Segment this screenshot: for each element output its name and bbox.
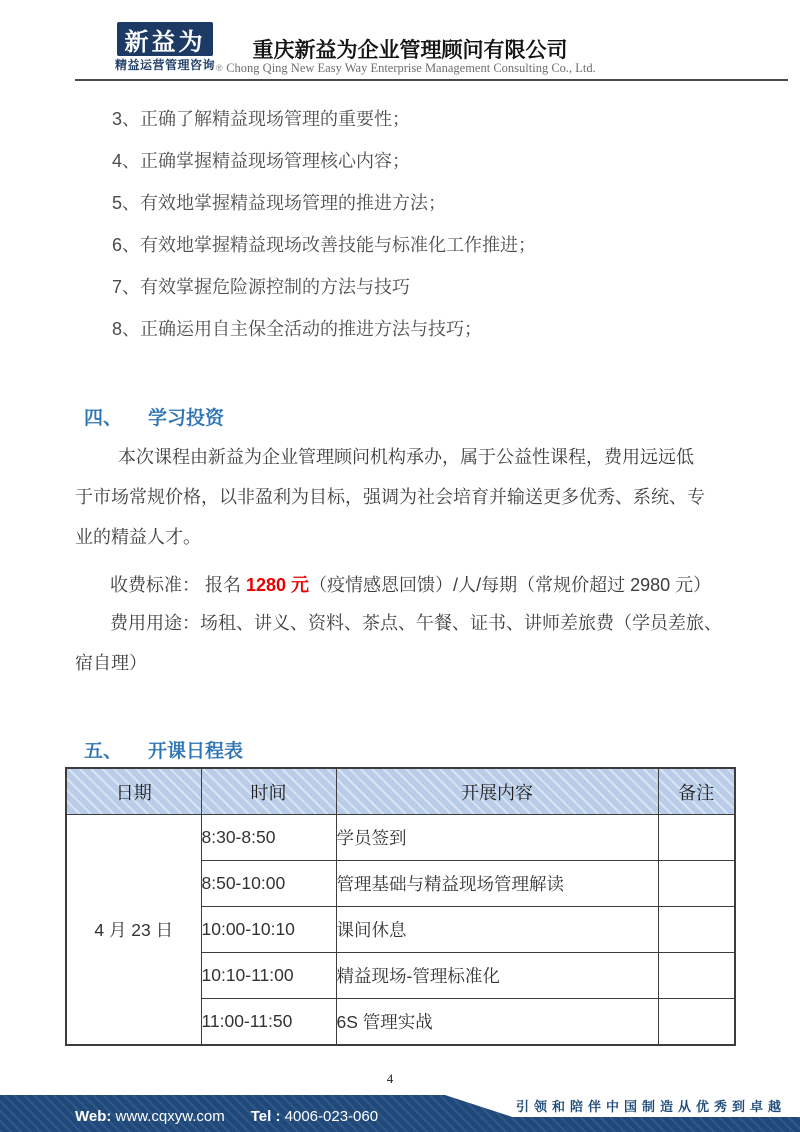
- list-item: 6、有效地掌握精益现场改善技能与标准化工作推进；: [112, 235, 537, 255]
- time-cell: 11:00-11:50: [201, 999, 336, 1046]
- usage-line: 宿自理）: [75, 653, 147, 673]
- col-header-note: 备注: [658, 768, 735, 815]
- section-title: 开课日程表: [148, 741, 244, 762]
- date-cell: 4 月 23 日: [66, 815, 201, 1046]
- footer-contact: [75, 1104, 378, 1129]
- time-cell: 8:30-8:50: [201, 815, 336, 861]
- fee-standard-line: [110, 571, 711, 597]
- note-cell: [658, 999, 735, 1046]
- web-url: www.cqxyw.com: [111, 1108, 225, 1125]
- tel-number: 4006-023-060: [280, 1108, 379, 1125]
- note-cell: [658, 815, 735, 861]
- list-item: 3、正确了解精益现场管理的重要性；: [112, 109, 411, 129]
- company-name-en: Chong Qing New Easy Way Enterprise Management Consulting Co., Ltd.: [226, 61, 596, 75]
- company-name-cn: 重庆新益为企业管理顾问有限公司: [252, 39, 568, 62]
- table-row: [66, 815, 735, 861]
- web-label: Web:: [75, 1108, 112, 1125]
- col-header-date: 日期: [66, 768, 201, 815]
- page-number: 4: [386, 1071, 394, 1086]
- fee-usage: [75, 603, 737, 683]
- content-cell: 学员签到: [336, 815, 658, 861]
- content-cell: 管理基础与精益现场管理解读: [336, 861, 658, 907]
- time-cell: 8:50-10:00: [201, 861, 336, 907]
- section-number: 四、: [84, 408, 123, 429]
- goals-list: [112, 98, 536, 350]
- note-cell: [658, 907, 735, 953]
- content-cell: 6S 管理实战: [336, 999, 658, 1046]
- list-item: 8、正确运用自主保全活动的推进方法与技巧；: [112, 319, 483, 339]
- registered-mark: ®: [216, 63, 223, 73]
- company-logo: [117, 22, 213, 56]
- table-header-row: [66, 768, 735, 815]
- note-cell: [658, 953, 735, 999]
- list-item: 5、有效地掌握精益现场管理的推进方法；: [112, 193, 447, 213]
- logo-tagline: 精益运营管理咨询: [115, 58, 216, 72]
- list-item: 4、正确掌握精益现场管理核心内容；: [112, 151, 411, 171]
- col-header-time: 时间: [201, 768, 336, 815]
- investment-paragraph: [75, 437, 737, 557]
- tel-label: Tel :: [250, 1108, 281, 1125]
- section-heading-investment: [84, 403, 224, 430]
- section-title: 学习投资: [148, 408, 225, 429]
- paragraph-line: 本次课程由新益为企业管理顾问机构承办，属于公益性课程，费用远远低: [118, 447, 694, 467]
- logo-text: 新益为: [124, 28, 206, 56]
- fee-suffix: （疫情感恩回馈）/人/每期（常规价超过 2980 元）: [309, 575, 712, 595]
- usage-line: 费用用途：场租、讲义、资料、茶点、午餐、证书、讲师差旅费（学员差旅、: [110, 613, 722, 633]
- list-item: 7、有效掌握危险源控制的方法与技巧: [112, 277, 411, 297]
- col-header-content: 开展内容: [336, 768, 658, 815]
- paragraph-line: 业的精益人才。: [75, 527, 201, 547]
- schedule-table: [65, 767, 736, 1046]
- footer-slogan: 引领和陪伴中国制造从优秀到卓越: [516, 1099, 787, 1114]
- header-divider: [75, 79, 788, 81]
- fee-price: 1280 元: [246, 575, 310, 595]
- time-cell: 10:10-11:00: [201, 953, 336, 999]
- fee-intro: 收费标准： 报名: [110, 575, 247, 595]
- time-cell: 10:00-10:10: [201, 907, 336, 953]
- section-number: 五、: [84, 741, 123, 762]
- section-heading-schedule: [84, 736, 243, 763]
- content-cell: 精益现场-管理标准化: [336, 953, 658, 999]
- content-cell: 课间休息: [336, 907, 658, 953]
- paragraph-line: 于市场常规价格，以非盈利为目标，强调为社会培育并输送更多优秀、系统、专: [75, 487, 705, 507]
- note-cell: [658, 861, 735, 907]
